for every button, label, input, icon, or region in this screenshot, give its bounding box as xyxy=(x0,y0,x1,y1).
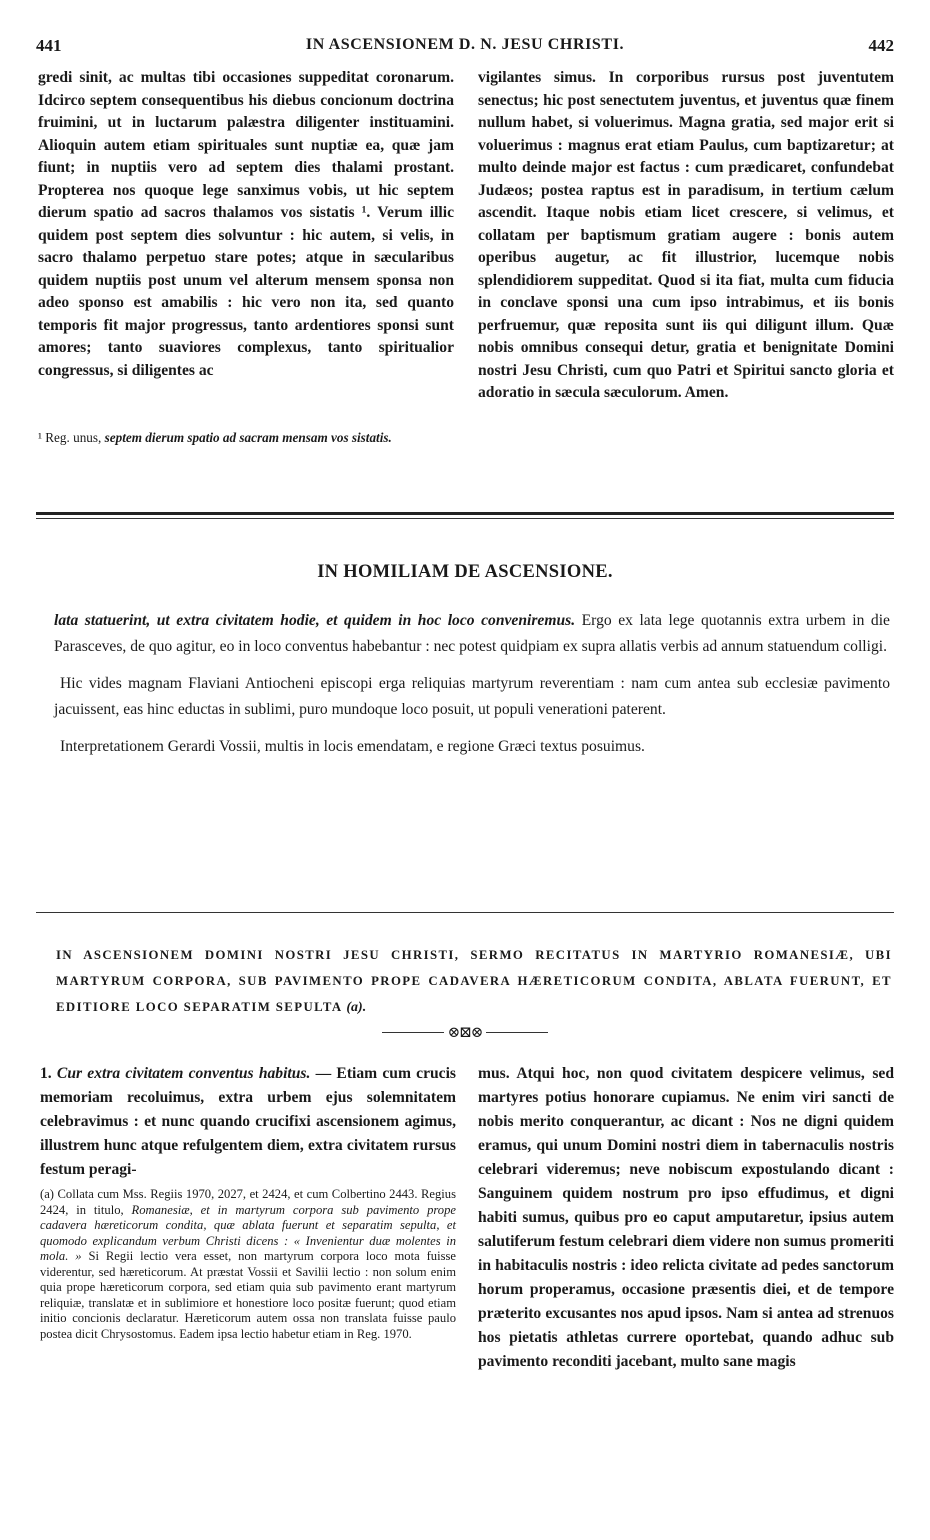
homily-paragraph-1-text: Ergo ex lata lege quotannis extra urbem in die Parasceves, de quo agitur, eo in loco conventus habebantur : nec potest quidpiam ex supra allatis verbis ad annum statuendum colligi. xyxy=(54,612,890,655)
footnote-a-italic: Romanesiæ, et in martyrum corpora sub pavimento prope cadavera hæreticorum condita, quæ ablata fuerunt et separatim sepulta, et quomodo explicandum verbum Christi dicens : « Invenientur duæ molentes in mola. » xyxy=(40,1202,456,1263)
upper-right-column xyxy=(478,67,894,405)
sermon-divider xyxy=(36,912,894,913)
homily-paragraph-1-italic: lata statuerint, ut extra civitatem hodie, et quidem in hoc loco conveniremus. xyxy=(54,612,576,629)
lower-left-column xyxy=(40,1062,456,1182)
ornament-line-right xyxy=(486,1032,548,1033)
sermon-heading-text: IN ASCENSIONEM DOMINI NOSTRI JESU CHRISTI, SERMO RECITATUS IN MARTYRIO ROMANESIÆ, UBI MARTYRUM CORPORA, SUB PAVIMENTO PROPE CADAVERA HÆRETICORUM CONDITA, ABLATA FUERUNT, ET EDITIORE LOCO SEPARATIM SEPULTA xyxy=(56,948,892,1014)
footnote-1 xyxy=(38,430,454,446)
homily-notes xyxy=(54,608,890,771)
running-title: IN ASCENSIONEM D. N. JESU CHRISTI. xyxy=(305,36,625,53)
sermon-section-1 xyxy=(40,1062,456,1182)
homily-paragraph-1 xyxy=(54,608,890,660)
footnote-a-part-2: Si Regii lectio vera esset, non martyrum corpora loco mota fuisse viderentur, sed hæreticorum. At præstat Vossii et Savilii lectio : non solum enim quia prope hæreticorum corpora, sed etiam quia sub pavimento erant martyrum reliquiæ, translatæ et in sublimiore et honestiore loco positæ fuerunt; quod etiam initio concionis declaratur. Hæreticorum autem ossa non translata fuisse paulo postea dicit Chrysostomus. Eadem ipsa lectio habetur etiam in Reg. 1970. xyxy=(40,1249,456,1341)
page-number-left: 441 xyxy=(36,36,62,55)
section-divider-thick xyxy=(36,512,894,515)
ornament-divider xyxy=(0,1023,930,1042)
sermon-heading xyxy=(56,942,892,1021)
footnote-a-label: (a) xyxy=(40,1187,54,1201)
section-number: 1. xyxy=(40,1065,52,1082)
lower-right-column xyxy=(478,1062,894,1374)
running-header xyxy=(36,36,894,58)
ornament-icon: ⊗⊠⊗ xyxy=(447,1025,483,1041)
upper-right-text: vigilantes simus. In corporibus rursus post juventutem senectus; hic post senectutem juventus, et juventus quæ finem nullum habet, si voluerimus. Magna gratia, sed major erit si voluerimus : magnus erat etiam Paulus, cum baptizaretur; at multo deinde major est factus : cum prædicaret, confundebat Judæos; postea raptus est in paradisum, in tertium cælum ascendit. Itaque nobis etiam licet crescere, si velimus, et collatam per baptismum gratiam augere : bonis autem operibus augetur, ac fit illustrior, lucemque nobis splendidiorem suppeditat. Quod si ita fiat, multa cum fiducia in conclave sponsi una cum ipso intrabimus, et iis bonis perfruemur, quæ reposita sunt iis qui diligunt illum. Quæ nobis omnibus consequi detur, gratia et benignitate Domini nostri Jesu Christi, cum quo Patri et Spiritui sancto gloria et adoratio in sæcula sæculorum. Amen. xyxy=(478,69,894,401)
page-number-right: 442 xyxy=(868,36,894,55)
upper-left-column xyxy=(38,67,454,382)
homily-paragraph-2: Hic vides magnam Flaviani Antiocheni episcopi erga reliquias martyrum reverentiam : nam cum antea sub ecclesiæ pavimento jacuissent, eas hinc eductas in sublimi, puro mundoque loco posuit, ut populi venerationi paterent. xyxy=(54,675,890,718)
homily-heading: IN HOMILIAM DE ASCENSIONE. xyxy=(317,562,613,582)
footnote-a-part-1: Collata cum Mss. Regiis 1970, 2027, et 2424, et cum Colbertino 2443. Regius 2424, in titulo, xyxy=(40,1187,456,1217)
upper-left-text: gredi sinit, ac multas tibi occasiones suppeditat coronarum. Idcirco septem consequentibus his diebus concionum doctrina fruimini, ut in luctarum palæstra diligenter instituamini. Alioquin autem etiam spirituales sunt nuptiæ ea, quæ jam fiunt; in nuptiis vero ad septem dies thalami prostant. Propterea nos quoque lege sanximus vobis, ut hic septem dierum spatio ad sacros thalamos vos sistatis ¹. Verum illic quidem post septem dies solvuntur : hic autem, si velis, in sacro thalamo perpetuo stare potes; atque in sæcularibus quidem nuptiis post unum vel alterum mensem sponsa non adeo sponso est amabilis : hic vero non ita, sed quanto temporis fit major progressus, tanto ardentiores sponsi sunt amores; tanto suaviores complexus, tanto spiritualior congressus, si diligentes ac xyxy=(38,69,454,379)
footnote-a xyxy=(40,1187,456,1342)
ornament-line-left xyxy=(382,1032,444,1033)
section-title: Cur extra civitatem conventus habitus. xyxy=(56,1065,311,1082)
sermon-heading-note: (a). xyxy=(346,1000,367,1015)
homily-paragraph-3: Interpretationem Gerardi Vossii, multis in locis emendatam, e regione Græci textus posuimus. xyxy=(60,738,645,755)
section-divider-thin xyxy=(36,518,894,519)
footnote-1-plain: Reg. unus, xyxy=(45,430,102,445)
sermon-right-text: mus. Atqui hoc, non quod civitatem despicere velimus, sed martyres potius honorare cupiamus. Ne enim viri sancti de nobis merito conquerantur, ac dicant : Nos ne digni quidem eramus, qui unum Domini nostri diem in tabernaculis nostris celebrari videremus; neve nobiscum expostulando dicant : Sanguinem quidem nostrum pro ipso effudimus, et digni habiti sumus, quibus pro eo caput amputaretur, ipsius autem salutiferum festum celebrari diem videre non sumus promeriti in habitaculis nostris : ideo relicta civitate ad pedes sanctorum horum properamus, occasione præsentis diei, et de tempore præterito excusantes nos apud ipsos. Nam si antea ad strenuos hos pietatis athletas currere oportebat, quando adhuc sub pavimento reconditi jacebant, multo sane magis xyxy=(478,1065,894,1370)
sermon-left-text: — Etiam cum crucis memoriam recoluimus, extra urbem ejus solemnitatem celebravimus : et nunc quando crucifixi ascensionem agimus, illustrem hunc atque refulgentem diem, extra civitatem rursus festum peragi- xyxy=(40,1065,456,1178)
footnote-1-italic: septem dierum spatio ad sacram mensam vos sistatis. xyxy=(104,430,392,445)
footnote-1-mark: ¹ xyxy=(38,430,42,445)
